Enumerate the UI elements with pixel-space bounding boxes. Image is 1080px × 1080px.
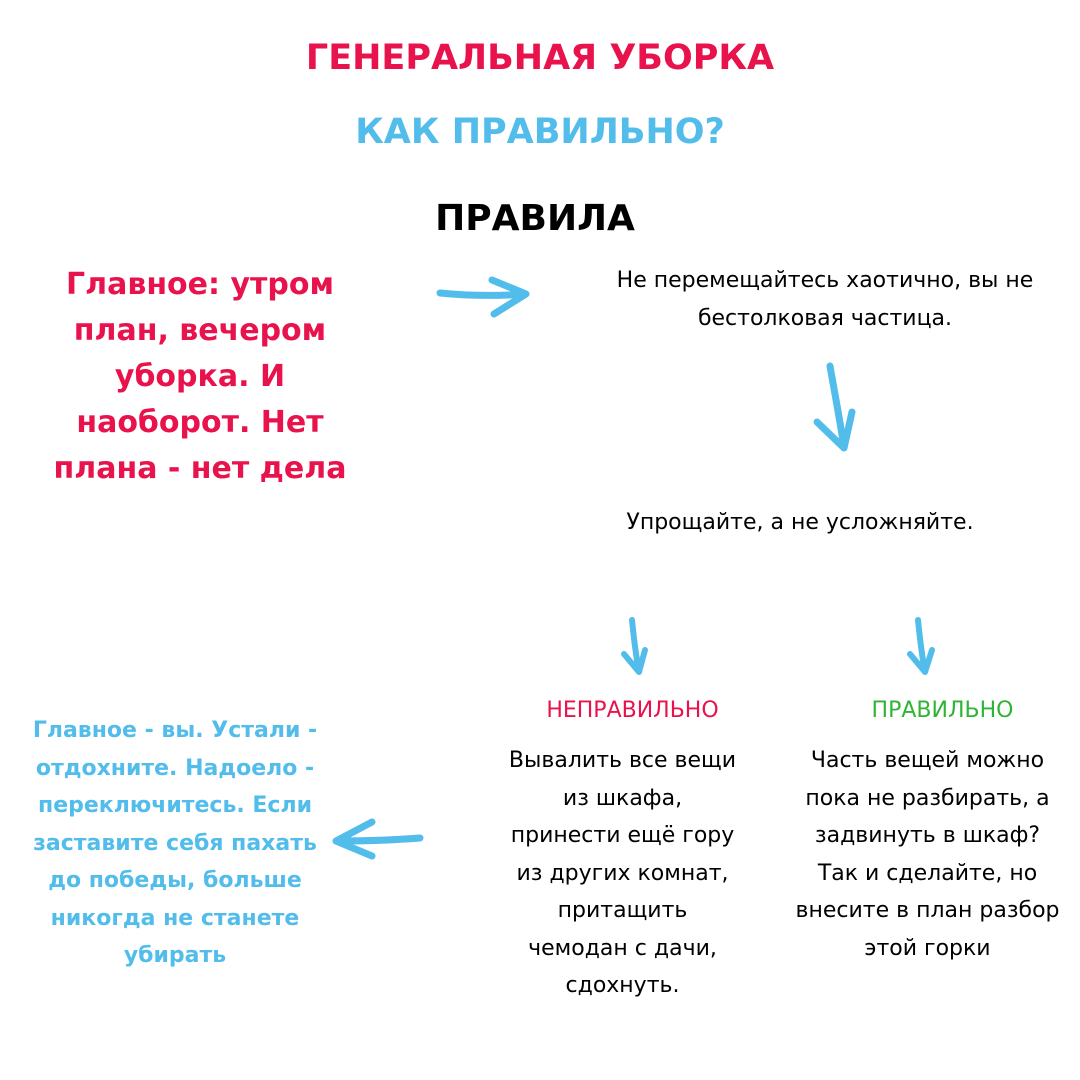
arrow-down-small-left-icon [624,620,645,672]
arrow-down-icon [817,366,852,448]
wrong-text: Вывалить все вещи из шкафа, принести ещё гору из других комнат, притащить чемодан с дачи, сдохнуть. [508,748,737,998]
right-label: ПРАВИЛЬНО [871,698,1014,723]
wrong-label: НЕПРАВИЛЬНО [546,698,719,723]
rules-heading: ПРАВИЛА [435,198,635,239]
rule-1-text: Не перемещайтесь хаотично, вы не бестолковая частица. [616,268,1034,331]
arrow-left-icon [336,822,420,856]
page-title: ГЕНЕРАЛЬНАЯ УБОРКА [305,38,775,78]
right-text: Часть вещей можно пока не разбирать, а задвинуть в шкаф? Так и сделайте, но внесите в план разбор этой горки [795,748,1060,961]
self-care-text: Главное - вы. Устали - отдохните. Надоело - переключитесь. Если заставите себя пахать до победы, больше никогда не станете убирать [32,718,318,968]
rule-2-text: Упрощайте, а не усложняйте. [626,510,974,535]
arrow-right-icon [440,280,526,314]
page-subtitle: КАК ПРАВИЛЬНО? [355,112,725,152]
main-rule-text: Главное: утром план, вечером уборка. И наоборот. Нет плана - нет дела [53,267,347,486]
arrow-down-small-right-icon [910,620,932,672]
